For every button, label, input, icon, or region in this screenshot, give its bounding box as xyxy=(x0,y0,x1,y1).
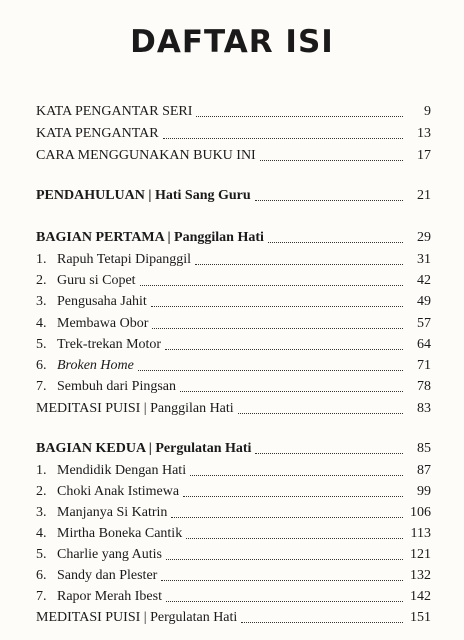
toc-page-number: 42 xyxy=(417,273,431,288)
toc-entry-title: BAGIAN PERTAMA | Panggilan Hati xyxy=(36,230,264,245)
toc-entry-title: MEDITASI PUISI | Panggilan Hati xyxy=(36,401,234,416)
toc-page-number: 106 xyxy=(410,505,431,520)
toc-entry-title: Choki Anak Istimewa xyxy=(57,484,180,499)
toc-page-number: 13 xyxy=(417,126,431,141)
toc-page-number: 85 xyxy=(417,441,431,456)
toc-entry-number: 7. xyxy=(36,379,47,394)
toc-dot-leader xyxy=(165,349,403,350)
toc-page-number: 132 xyxy=(410,568,431,583)
toc-entry-title: Rapor Merah Ibest xyxy=(57,589,162,604)
toc-entry-title: Guru si Copet xyxy=(57,273,136,288)
toc-entry-title: Mendidik Dengan Hati xyxy=(57,463,187,478)
toc-entry[interactable] xyxy=(36,564,431,584)
toc-entry-number: 3. xyxy=(36,505,47,520)
toc-page-number: 29 xyxy=(417,230,431,245)
toc-page-number: 113 xyxy=(410,526,431,541)
toc-page-number: 99 xyxy=(417,484,431,499)
toc-dot-leader xyxy=(195,264,403,265)
toc-entry-number: 2. xyxy=(36,273,47,288)
toc-entry-title: Broken Home xyxy=(57,358,134,373)
toc-entry[interactable] xyxy=(36,226,431,246)
toc-entry-title: Rapuh Tetapi Dipanggil xyxy=(57,252,192,267)
toc-page-number: 87 xyxy=(417,463,431,478)
toc-dot-leader xyxy=(163,138,403,139)
toc-entry-number: 4. xyxy=(36,526,47,541)
toc-page-number: 142 xyxy=(410,589,431,604)
toc-page-number: 57 xyxy=(417,316,431,331)
toc-entry[interactable] xyxy=(36,184,431,204)
toc-entry[interactable] xyxy=(36,354,431,374)
toc-entry[interactable] xyxy=(36,122,431,142)
toc-entry-number: 7. xyxy=(36,589,47,604)
toc-dot-leader xyxy=(171,517,403,518)
toc-page-number: 49 xyxy=(417,294,431,309)
toc-page-number: 31 xyxy=(417,252,431,267)
toc-entry-title: MEDITASI PUISI | Pergulatan Hati xyxy=(36,610,238,625)
toc-entry[interactable] xyxy=(36,144,431,164)
toc-entry[interactable] xyxy=(36,100,431,120)
toc-entry[interactable] xyxy=(36,312,431,332)
toc-page-number: 17 xyxy=(417,148,431,163)
toc-entry-title: Sandy dan Plester xyxy=(57,568,158,583)
toc-dot-leader xyxy=(140,285,403,286)
toc-entry-title: Sembuh dari Pingsan xyxy=(57,379,176,394)
page-title: DAFTAR ISI xyxy=(130,24,334,60)
toc-entry-number: 2. xyxy=(36,484,47,499)
toc-dot-leader xyxy=(151,306,403,307)
toc-entry[interactable] xyxy=(36,333,431,353)
toc-dot-leader xyxy=(166,559,403,560)
toc-entry[interactable] xyxy=(36,480,431,500)
toc-entry-title: BAGIAN KEDUA | Pergulatan Hati xyxy=(36,441,252,456)
toc-entry-number: 1. xyxy=(36,252,47,267)
toc-entry-title: Trek-trekan Motor xyxy=(57,337,162,352)
toc-entry-number: 5. xyxy=(36,337,47,352)
toc-entry[interactable] xyxy=(36,248,431,268)
toc-entry-title: PENDAHULUAN | Hati Sang Guru xyxy=(36,188,251,203)
toc-entry-number: 3. xyxy=(36,294,47,309)
toc-entry[interactable] xyxy=(36,501,431,521)
toc-entry[interactable] xyxy=(36,585,431,605)
toc-entry[interactable] xyxy=(36,290,431,310)
toc-page-number: 121 xyxy=(410,547,431,562)
toc-dot-leader xyxy=(190,475,403,476)
toc-entry-number: 6. xyxy=(36,568,47,583)
toc-entry-title: KATA PENGANTAR SERI xyxy=(36,104,193,119)
toc-entry-title: Mirtha Boneka Cantik xyxy=(57,526,183,541)
toc-dot-leader xyxy=(255,453,403,454)
toc-entry-number: 4. xyxy=(36,316,47,331)
toc-entry-number: 1. xyxy=(36,463,47,478)
toc-entry-number: 6. xyxy=(36,358,47,373)
toc-entry-title: Pengusaha Jahit xyxy=(57,294,147,309)
toc-dot-leader xyxy=(161,580,403,581)
toc-entry[interactable] xyxy=(36,375,431,395)
toc-entry[interactable] xyxy=(36,397,431,417)
toc-dot-leader xyxy=(152,328,403,329)
toc-entry-title: CARA MENGGUNAKAN BUKU INI xyxy=(36,148,256,163)
toc-page-number: 78 xyxy=(417,379,431,394)
toc-entry[interactable] xyxy=(36,522,431,542)
toc-dot-leader xyxy=(255,200,403,201)
toc-entry-title: KATA PENGANTAR xyxy=(36,126,159,141)
toc-entry[interactable] xyxy=(36,459,431,479)
toc-entry-title: Charlie yang Autis xyxy=(57,547,162,562)
toc-entry-title: Membawa Obor xyxy=(57,316,149,331)
toc-dot-leader xyxy=(183,496,403,497)
toc-page-number: 83 xyxy=(417,401,431,416)
toc-entry[interactable] xyxy=(36,269,431,289)
toc-page-number: 71 xyxy=(417,358,431,373)
toc-dot-leader xyxy=(260,160,403,161)
toc-dot-leader xyxy=(180,391,403,392)
toc-entry[interactable] xyxy=(36,606,431,626)
toc-entry[interactable] xyxy=(36,437,431,457)
toc-entry[interactable] xyxy=(36,543,431,563)
toc-page-number: 21 xyxy=(417,188,431,203)
toc-dot-leader xyxy=(186,538,403,539)
toc-dot-leader xyxy=(241,622,403,623)
toc-dot-leader xyxy=(166,601,403,602)
toc-dot-leader xyxy=(138,370,403,371)
toc-dot-leader xyxy=(238,413,403,414)
toc-page-number: 151 xyxy=(410,610,431,625)
toc-entry-title: Manjanya Si Katrin xyxy=(57,505,168,520)
toc-page-number: 64 xyxy=(417,337,431,352)
toc-entry-number: 5. xyxy=(36,547,47,562)
toc-page-number: 9 xyxy=(424,104,431,119)
toc-dot-leader xyxy=(196,116,403,117)
toc-dot-leader xyxy=(268,242,403,243)
